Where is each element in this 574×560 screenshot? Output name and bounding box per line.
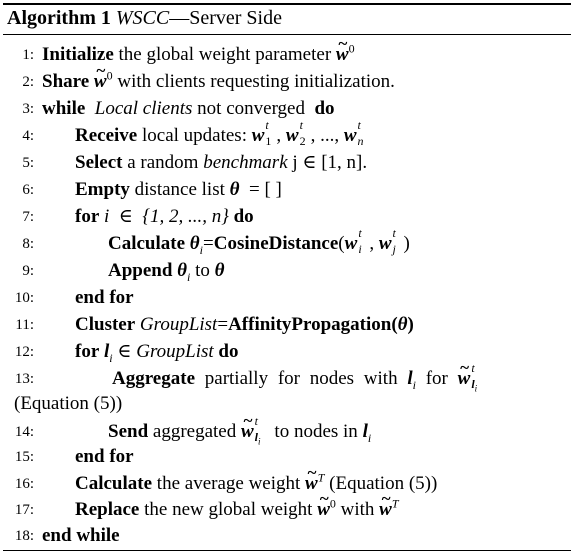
line-text: with clients requesting initialization. xyxy=(117,71,395,92)
line-number: 9: xyxy=(22,263,34,279)
math-w-tilde: ~ w xyxy=(336,42,349,68)
line-number: 18: xyxy=(14,528,34,544)
line-number: 1: xyxy=(22,47,34,63)
line-text: the new global weight xyxy=(144,499,313,520)
math-w: w xyxy=(285,125,299,146)
keyword: Select xyxy=(75,152,123,173)
keyword: Send xyxy=(108,421,149,442)
math-w-tilde: ~ w xyxy=(94,69,107,95)
keyword: Empty xyxy=(75,179,130,200)
keyword: Aggregate xyxy=(112,368,196,389)
line-text: not converged xyxy=(197,98,305,119)
line-number: 17: xyxy=(14,502,34,518)
math-w: w xyxy=(378,233,392,254)
line-number: 4: xyxy=(22,128,34,144)
caption-label: Algorithm 1 xyxy=(7,7,111,29)
bottom-rule xyxy=(3,550,571,551)
keyword: Replace xyxy=(75,499,140,520)
line-text-italic: GroupList xyxy=(136,341,214,362)
algorithm-caption xyxy=(7,7,282,30)
keyword: CosineDistance xyxy=(213,233,339,254)
line-number: 6: xyxy=(22,182,34,198)
line-text: with xyxy=(340,499,375,520)
line-text-italic: benchmark xyxy=(203,152,288,173)
caption-separator: — xyxy=(169,7,190,29)
math-w-tilde: ~ w xyxy=(458,366,471,392)
line-text: a random xyxy=(127,152,199,173)
line-text-italic: GroupList xyxy=(139,314,218,335)
math-w-tilde: ~ w xyxy=(379,497,392,523)
caption-name: WSCC xyxy=(115,7,170,29)
math-theta: θ xyxy=(177,260,188,281)
keyword: do xyxy=(218,341,239,362)
keyword: for xyxy=(75,206,100,227)
keyword: Calculate xyxy=(75,473,153,494)
line-number: 12: xyxy=(14,344,34,360)
line-number: 2: xyxy=(22,74,34,90)
line-text: the global weight parameter xyxy=(118,44,332,65)
math-l: l xyxy=(104,341,110,362)
line-number: 16: xyxy=(14,476,34,492)
keyword: do xyxy=(233,206,254,227)
line-text: for xyxy=(425,368,448,389)
keyword: Share xyxy=(42,71,90,92)
keyword: AffinityPropagation xyxy=(228,314,392,335)
keyword: while xyxy=(42,98,86,119)
keyword: do xyxy=(314,98,335,119)
keyword: end for xyxy=(75,287,134,308)
math-theta: θ xyxy=(214,260,225,281)
keyword: Cluster xyxy=(75,314,136,335)
math-w-tilde: ~ w xyxy=(317,497,330,523)
keyword: Receive xyxy=(75,125,138,146)
line-text: distance list xyxy=(134,179,225,200)
line-number: 10: xyxy=(14,290,34,306)
line-number: 11: xyxy=(15,317,34,333)
caption-rule xyxy=(3,34,571,35)
keyword: for xyxy=(75,341,100,362)
math-l: l xyxy=(362,421,368,442)
line-text: i ∈ {1, 2, ..., n} xyxy=(104,206,229,227)
line-text: aggregated xyxy=(152,421,237,442)
line-text: = [ ] xyxy=(249,179,282,200)
line-number: 5: xyxy=(22,155,34,171)
line-number: 7: xyxy=(22,209,34,225)
math-w: w xyxy=(344,233,358,254)
top-rule xyxy=(3,3,571,5)
line-number: 15: xyxy=(14,449,34,465)
line-number: 13: xyxy=(14,371,34,387)
algorithm-block: Algorithm 1 WSCC—Server Side 1: Initialize the global weight parameter ~ $w^0$ 2: Share ~ $w^0$ with clients requesting initialization. 3: while Local clients not converged do 4: Receive local updates: w t 1 , w t 2 , ..., w t n 5: Select a random benchmark j ∈ [1, n]. 6: Empty distance list θ = [ ] 7: for i ∈ {1, 2, ..., n} do 8: Calculate $\theta_i=CosineDistance(w$ t i , w t j ) 9: Append $\theta_i$ to θ 10: end for 11: Cluster GroupList=AffinityPropagation(θ) 12: for $l_i$ ∈ GroupList do 13: Aggregate partially for nodes with $l_i$ for ~ w t $l_i$ (Equation (5)) 14: Send aggregated ~ w t $l_i$ to nodes in $l_i$ 15: end for 16: Calculate the average weight ~ $w^T$ (Equation (5)) 17: Replace the new global weight ~ $w^0$ with ~ $w^T$ 18: end while xyxy=(0,0,574,560)
math-theta: θ xyxy=(397,314,408,335)
line-text: local updates: xyxy=(141,125,247,146)
line-text: the average weight xyxy=(156,473,301,494)
math-w-tilde: ~ w xyxy=(305,471,318,497)
line-number: 14: xyxy=(14,424,34,440)
keyword: Append xyxy=(108,260,173,281)
line-text-italic: Local clients xyxy=(94,98,193,119)
math-l: l xyxy=(407,368,413,389)
keyword: end while xyxy=(42,525,120,546)
line-number: 3: xyxy=(22,101,34,117)
line-text: partially for nodes with xyxy=(204,368,398,389)
math-theta: θ xyxy=(229,179,240,200)
math-w: w xyxy=(343,125,357,146)
math-w-tilde: ~ w xyxy=(241,419,254,445)
line-number: 8: xyxy=(22,236,34,252)
keyword: end for xyxy=(75,446,134,467)
line-text: (Equation (5)) xyxy=(14,393,123,414)
line-text: to nodes in xyxy=(274,421,358,442)
line-text: (Equation (5)) xyxy=(329,473,438,494)
line-text: j ∈ [1, n]. xyxy=(292,152,368,173)
keyword: Calculate xyxy=(108,233,186,254)
math-w: w xyxy=(251,125,265,146)
line-text: to xyxy=(195,260,210,281)
keyword: Initialize xyxy=(42,44,114,65)
caption-suffix: Server Side xyxy=(189,7,282,29)
math-theta: θ xyxy=(189,233,200,254)
